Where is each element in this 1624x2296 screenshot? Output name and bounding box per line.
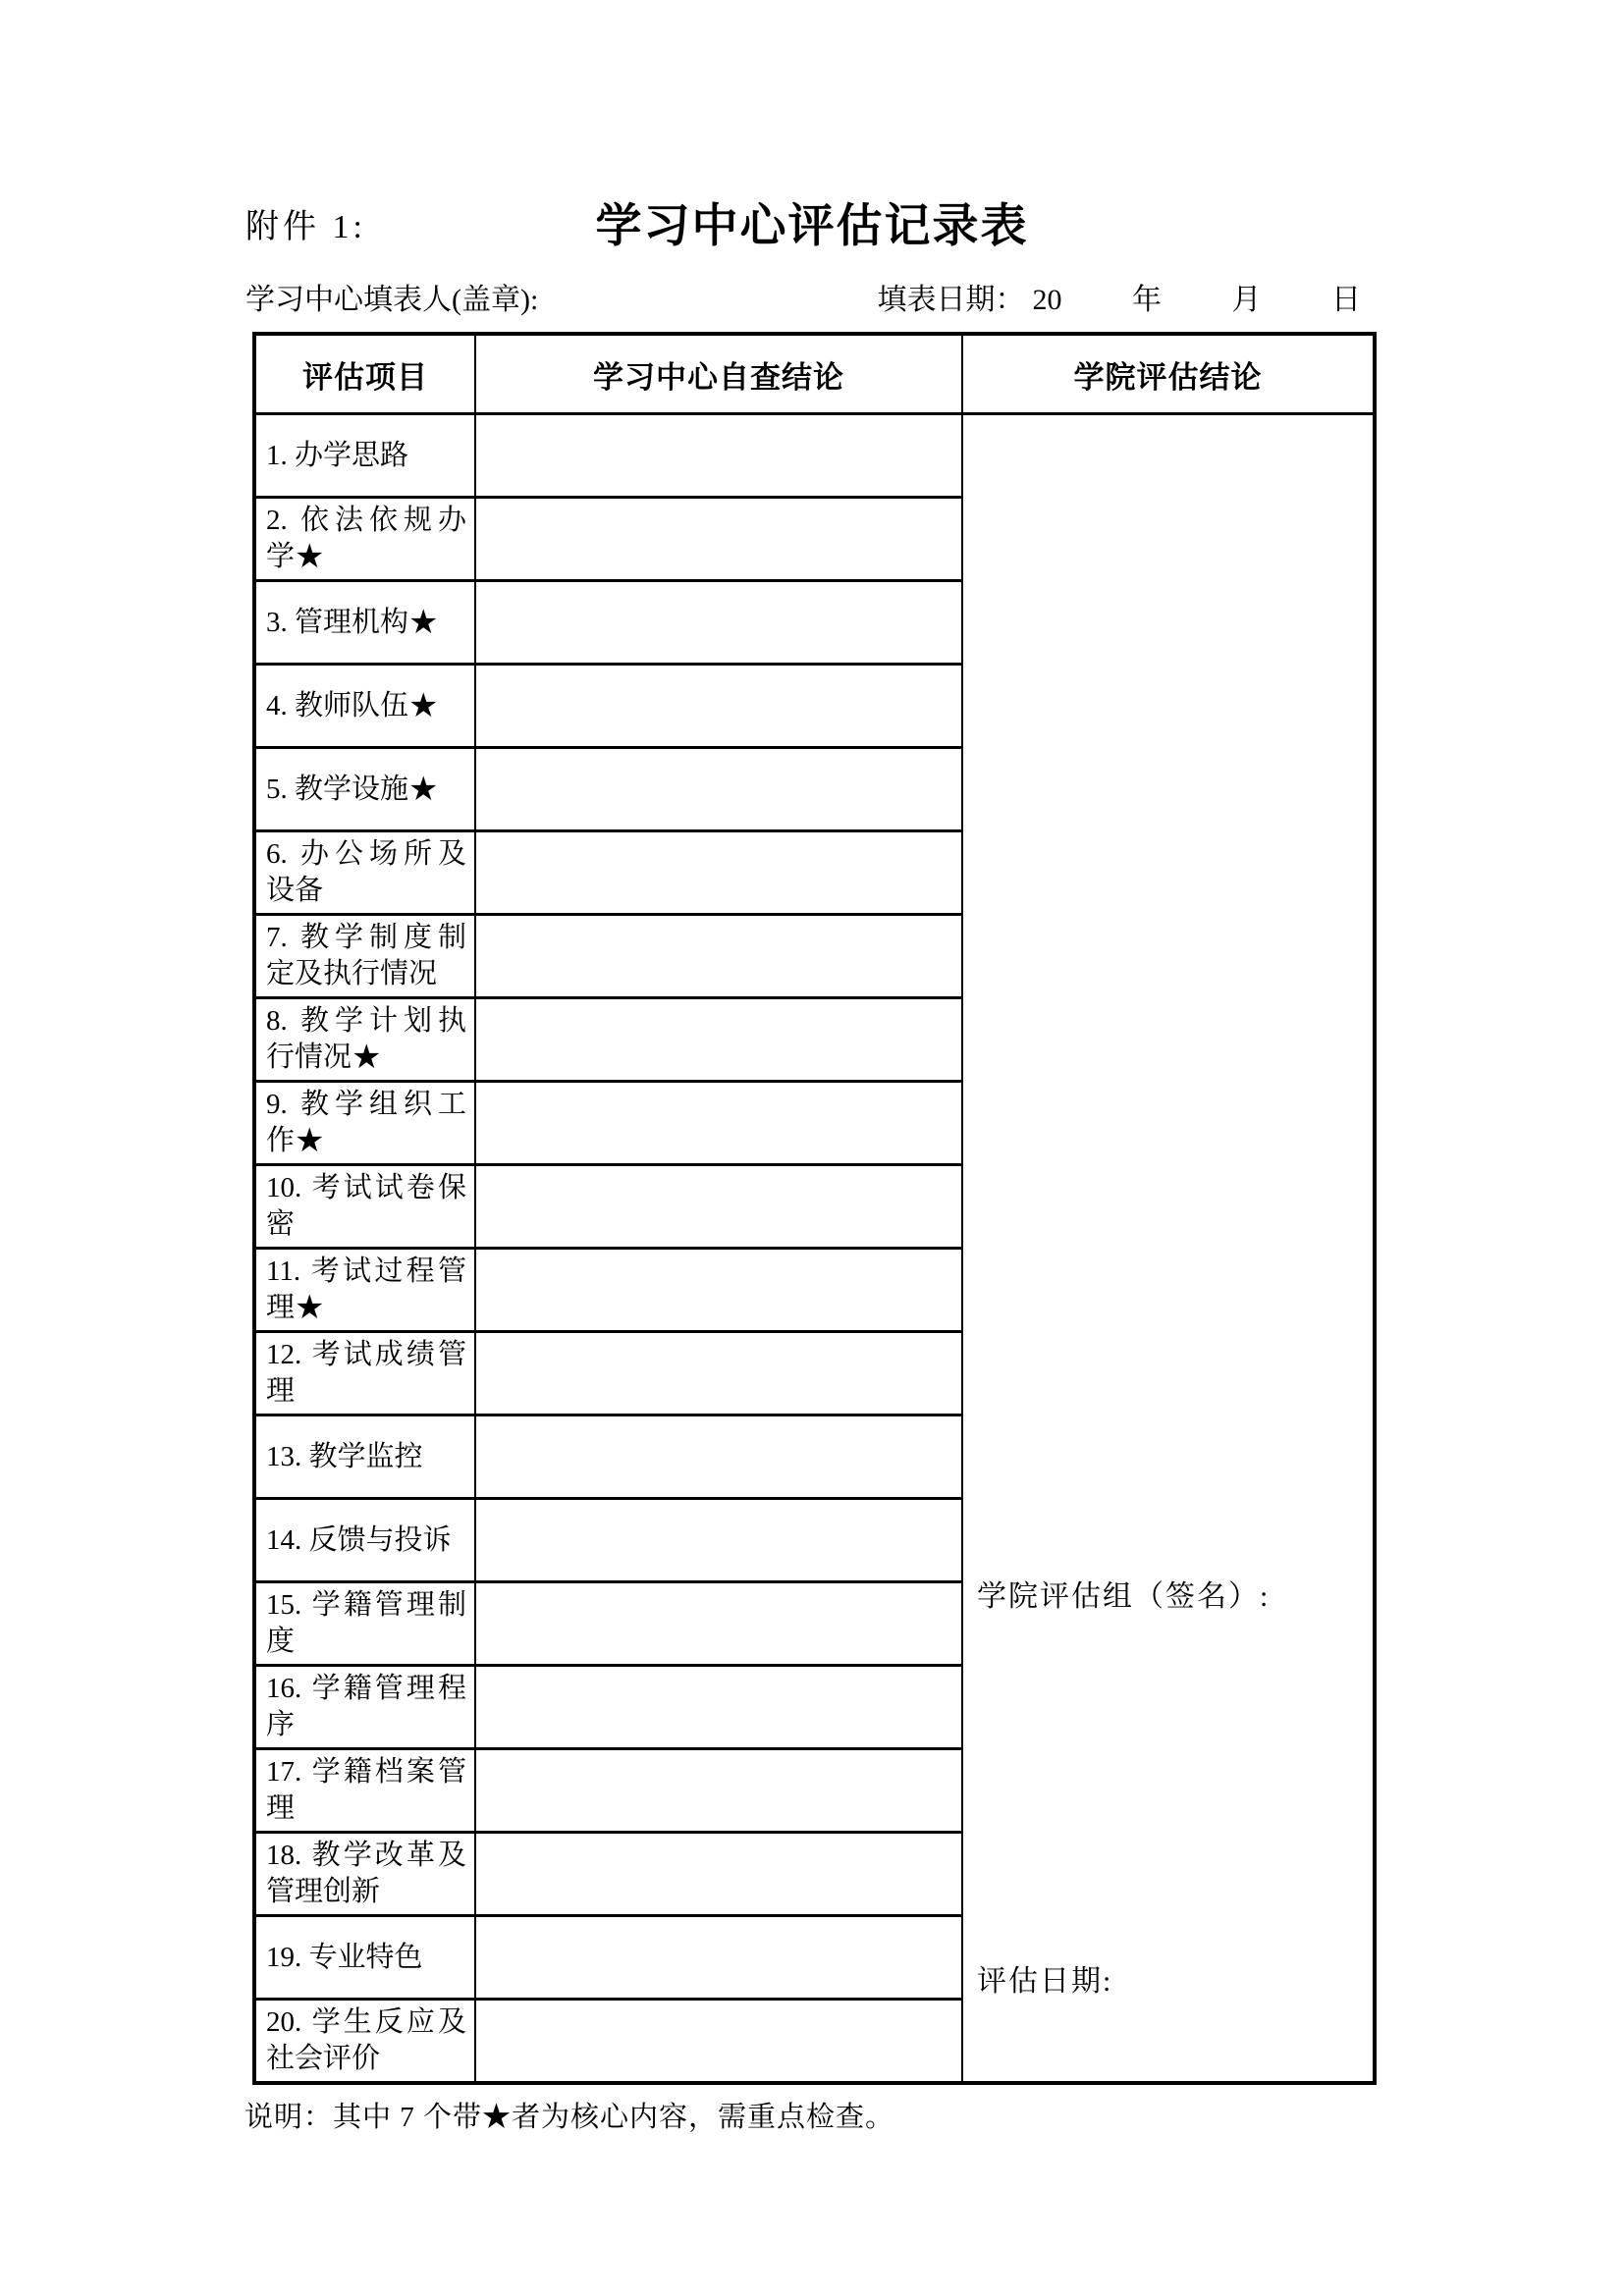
title-row <box>0 0 1624 263</box>
self-check-cell <box>475 831 962 915</box>
item-label-line: 理 <box>266 1792 296 1824</box>
core-item-star-icon: ★ <box>295 539 325 575</box>
self-check-cell <box>475 998 962 1082</box>
item-cell <box>254 2000 475 2084</box>
evaluation-table <box>252 332 1377 2085</box>
item-label-line: 1. 办学思路 <box>266 439 409 471</box>
core-item-star-icon: ★ <box>408 771 439 808</box>
item-label-line: 密 <box>266 1208 296 1240</box>
core-item-star-icon: ★ <box>352 1040 382 1076</box>
header-eval-item: 评估项目 <box>254 334 475 414</box>
item-label-line: 12. 考试成绩管 <box>266 1339 466 1370</box>
item-cell <box>254 1415 475 1499</box>
item-label-line: 18. 教学改革及 <box>266 1840 466 1871</box>
self-check-cell <box>475 1666 962 1749</box>
core-item-star-icon: ★ <box>295 1123 325 1159</box>
table-body <box>254 414 1375 2084</box>
self-check-cell <box>475 498 962 581</box>
self-check-cell <box>475 414 962 498</box>
core-item-star-icon: ★ <box>295 1290 325 1326</box>
self-check-cell <box>475 1415 962 1499</box>
item-cell <box>254 748 475 831</box>
item-cell <box>254 581 475 665</box>
form-info-line <box>245 275 1361 318</box>
core-item-star-icon: ★ <box>408 687 439 724</box>
item-label-line: 管理创新 <box>266 1876 381 1907</box>
item-label-line: 作★ <box>266 1123 325 1159</box>
item-label-line: 8. 教学计划执 <box>266 1005 466 1037</box>
self-check-cell <box>475 2000 962 2084</box>
college-conclusion-cell <box>962 414 1375 2084</box>
self-check-cell <box>475 665 962 748</box>
self-check-cell <box>475 1582 962 1666</box>
item-cell <box>254 1499 475 1582</box>
item-label-line: 20. 学生反应及 <box>266 2006 466 2038</box>
item-label-line: 设备 <box>266 875 324 906</box>
self-check-cell <box>475 1916 962 2000</box>
table-row <box>254 414 1375 498</box>
item-cell <box>254 1249 475 1332</box>
table-header-row <box>254 334 1375 414</box>
item-label-line: 13. 教学监控 <box>266 1440 423 1472</box>
item-cell <box>254 915 475 998</box>
self-check-cell <box>475 1332 962 1415</box>
item-label-line: 11. 考试过程管 <box>266 1255 466 1287</box>
item-label-line: 3. 管理机构★ <box>266 604 439 641</box>
page-title: 学习中心评估记录表 <box>595 201 1029 252</box>
item-label-line: 9. 教学组织工 <box>266 1089 466 1120</box>
fill-date-unit-month: 月 <box>1231 284 1262 316</box>
item-label-line: 7. 教学制度制 <box>266 922 466 953</box>
self-check-cell <box>475 1833 962 1916</box>
item-label-line: 16. 学籍管理程 <box>266 1673 466 1704</box>
item-label-line: 度 <box>266 1626 296 1657</box>
college-sign-label: 学院评估组（签名）: <box>977 1580 1271 1613</box>
item-label-line: 序 <box>266 1709 296 1740</box>
item-cell <box>254 1916 475 2000</box>
self-check-cell <box>475 581 962 665</box>
filler-label: 学习中心填表人(盖章): <box>245 284 539 316</box>
item-cell <box>254 1749 475 1833</box>
fill-date-unit-day: 日 <box>1331 284 1361 316</box>
self-check-cell <box>475 915 962 998</box>
self-check-cell <box>475 1499 962 1582</box>
item-label-line: 行情况★ <box>266 1040 382 1076</box>
item-label-line: 理★ <box>266 1290 325 1326</box>
fill-date-group <box>878 275 1362 318</box>
fill-date-label: 填表日期： <box>877 284 1025 316</box>
item-cell <box>254 1165 475 1249</box>
item-cell <box>254 665 475 748</box>
self-check-cell <box>475 1165 962 1249</box>
item-label-line: 学★ <box>266 539 325 575</box>
item-label-line: 14. 反馈与投诉 <box>266 1523 452 1556</box>
item-cell <box>254 831 475 915</box>
self-check-cell <box>475 1749 962 1833</box>
footnote: 说明：其中 7 个带★者为核心内容，需重点检查。 <box>244 2102 895 2133</box>
item-label-line: 17. 学籍档案管 <box>266 1756 466 1788</box>
header-college-conclusion: 学院评估结论 <box>962 334 1375 414</box>
header-self-check-conclusion: 学习中心自查结论 <box>475 334 962 414</box>
item-label-line: 4. 教师队伍★ <box>266 687 439 724</box>
item-label-line: 定及执行情况 <box>266 958 438 989</box>
item-cell <box>254 498 475 581</box>
item-label-line: 2. 依法依规办 <box>266 505 466 536</box>
self-check-cell <box>475 1249 962 1332</box>
attachment-label: 附件 1: <box>245 209 366 245</box>
item-cell <box>254 1582 475 1666</box>
item-label-line: 15. 学籍管理制 <box>266 1589 466 1621</box>
item-cell <box>254 998 475 1082</box>
fill-date-year-prefix: 20 <box>1032 284 1062 316</box>
item-cell <box>254 1666 475 1749</box>
item-label-line: 19. 专业特色 <box>266 1941 423 1973</box>
item-cell <box>254 414 475 498</box>
item-cell <box>254 1082 475 1165</box>
item-label-line: 10. 考试试卷保 <box>266 1172 466 1203</box>
item-label-line: 理 <box>266 1375 296 1407</box>
core-item-star-icon: ★ <box>408 604 439 641</box>
fill-date-unit-year: 年 <box>1132 284 1162 316</box>
assessment-date-label: 评估日期: <box>977 1965 1113 1998</box>
item-cell <box>254 1332 475 1415</box>
item-cell <box>254 1833 475 1916</box>
self-check-cell <box>475 748 962 831</box>
item-label-line: 社会评价 <box>266 2043 381 2074</box>
self-check-cell <box>475 1082 962 1165</box>
item-label-line: 6. 办公场所及 <box>266 838 466 870</box>
item-label-line: 5. 教学设施★ <box>266 771 439 808</box>
